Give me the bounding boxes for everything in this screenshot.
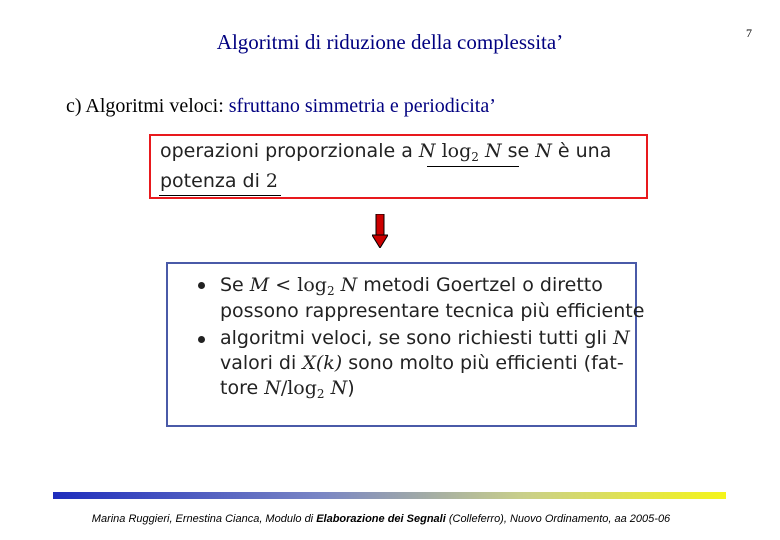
footer-credits	[0, 513, 762, 525]
complexity-line-2	[160, 170, 278, 192]
math-slash: /	[280, 377, 288, 399]
bullet-1-line-2: possono rappresentare tecnica più efficiente	[220, 300, 645, 322]
math-two: 2	[265, 170, 278, 192]
bullet-2-text-a: algoritmi veloci, se sono richiesti tutti gli	[220, 327, 614, 349]
slide-title: Algoritmi di riduzione della complessita’	[216, 30, 564, 54]
subtitle-highlight: sfruttano simmetria e periodicita’	[228, 95, 496, 117]
footer-text-b: (Colleferro), Nuovo Ordinamento, aa 2005-06	[445, 513, 671, 525]
complexity-text-2: potenza di	[160, 170, 266, 192]
math-log-base: 2	[471, 150, 479, 164]
subtitle-prefix: c) Algoritmi veloci:	[66, 95, 229, 117]
complexity-text-1: operazioni proporzionale a	[160, 140, 419, 162]
footer-text-a: Marina Ruggieri, Ernestina Cianca, Modulo di	[91, 513, 317, 525]
bullet-icon	[198, 336, 205, 343]
math-N: N	[613, 327, 630, 349]
math-M: M	[249, 274, 270, 296]
complexity-text-mid: se	[501, 140, 536, 162]
bullet-1-text-b: metodi Goertzel o diretto	[357, 274, 603, 296]
footer-course-name: Elaborazione dei Segnali	[316, 513, 446, 525]
bullet-2-line-1	[220, 327, 630, 349]
math-log: log	[287, 377, 317, 399]
bullet-2-text-c: sono molto più efficienti (fat-	[342, 352, 624, 374]
math-N: N	[340, 274, 358, 296]
math-log: log	[297, 274, 327, 296]
underline-nlogn	[427, 166, 519, 167]
complexity-line-1	[160, 140, 611, 164]
complexity-box	[149, 134, 648, 199]
methods-box	[166, 262, 645, 427]
math-log: log	[441, 140, 472, 162]
math-X-of-k: X(k)	[302, 352, 343, 374]
bullet-2-line-2	[220, 352, 624, 374]
bullet-icon	[198, 282, 205, 289]
math-N: N	[330, 377, 348, 399]
page-number: 7	[746, 26, 752, 40]
bullet-2-text-e: )	[347, 377, 355, 399]
footer-gradient-bar	[53, 492, 726, 499]
underline-power-of-two	[159, 195, 281, 196]
bullet-2-text-d: tore	[220, 377, 265, 399]
math-log-base: 2	[326, 284, 335, 298]
math-N: N	[535, 140, 552, 162]
bullet-1-text-a: Se	[220, 274, 250, 296]
math-log-base: 2	[316, 387, 325, 401]
math-N: N	[418, 140, 436, 162]
bullet-1-line-1	[220, 274, 603, 298]
math-less-than: <	[269, 274, 298, 296]
down-arrow-icon	[372, 214, 388, 248]
bullet-2-line-3	[220, 377, 355, 401]
math-N: N	[484, 140, 502, 162]
complexity-text-end: è una	[551, 140, 612, 162]
slide-subtitle	[66, 95, 496, 118]
bullet-2-text-b: valori di	[220, 352, 303, 374]
math-N: N	[264, 377, 281, 399]
